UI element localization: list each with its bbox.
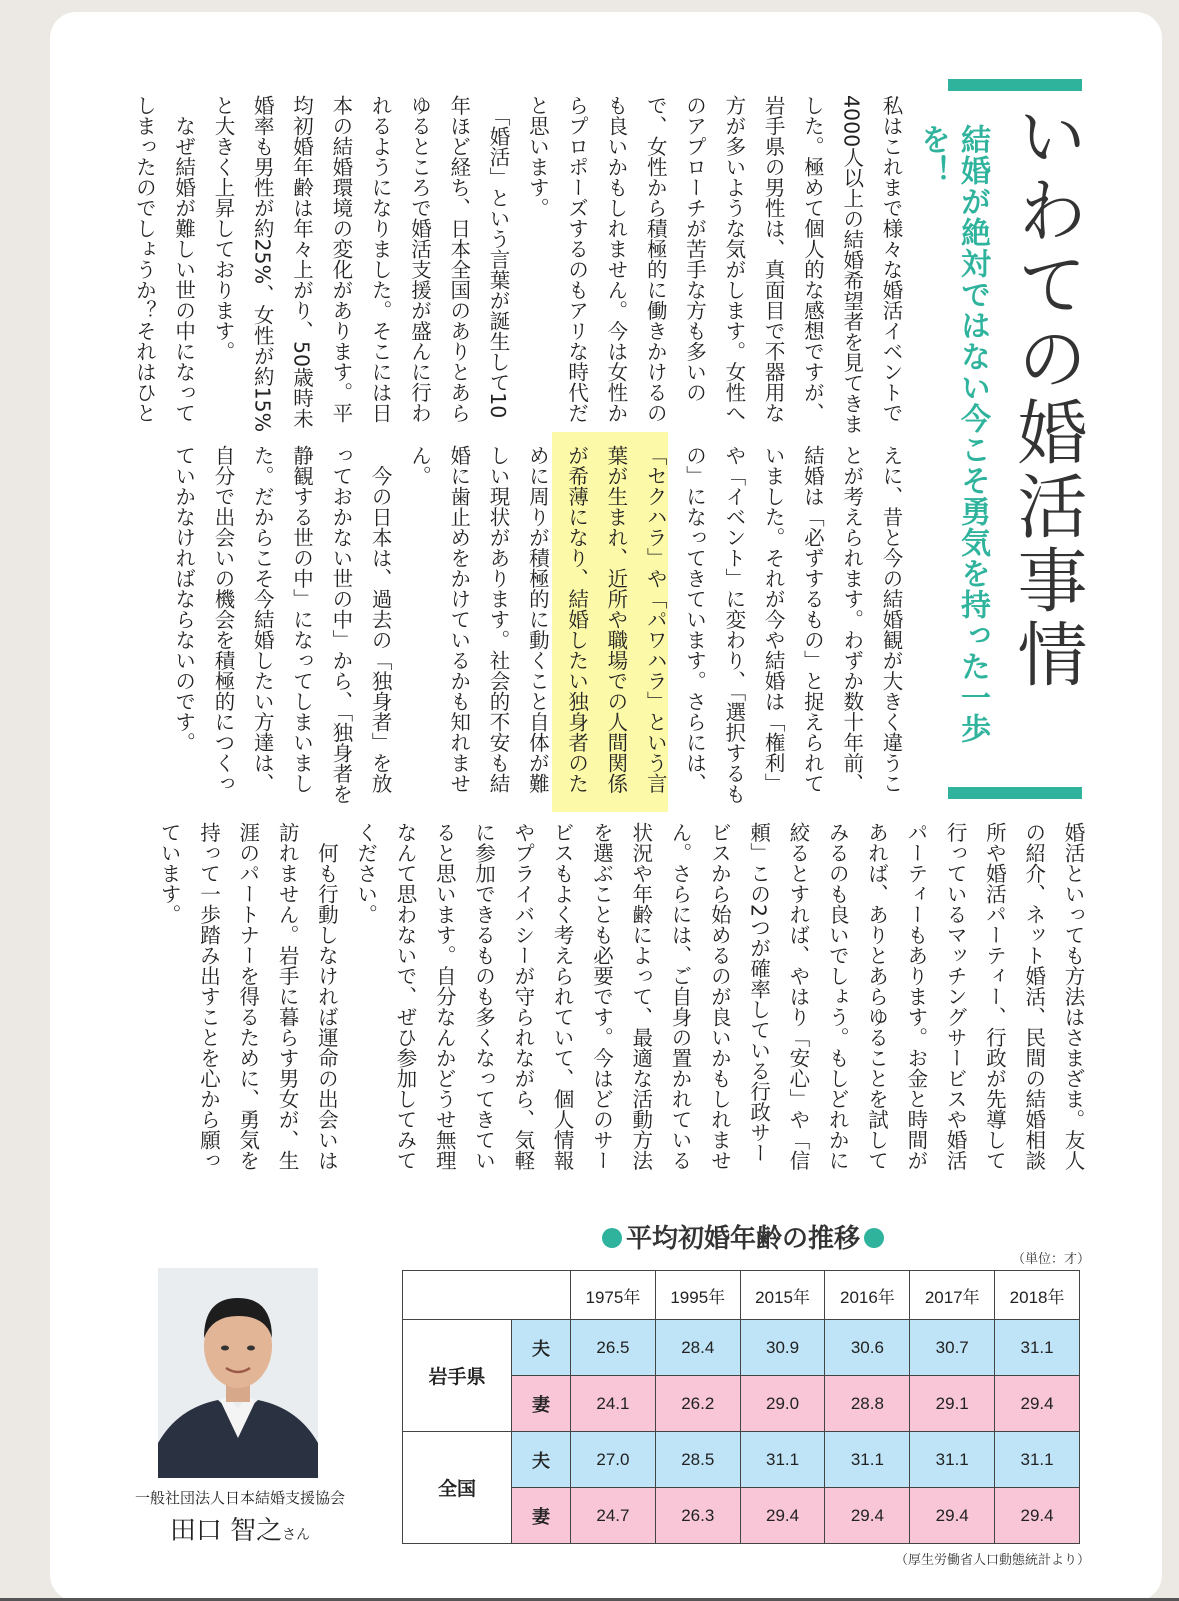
table-cell: 29.4 xyxy=(910,1488,995,1544)
table-unit: （単位：才） xyxy=(1011,1252,1090,1267)
table-header-row xyxy=(403,1271,1080,1320)
table-cell: 31.1 xyxy=(740,1432,825,1488)
column-header: 2018年 xyxy=(995,1271,1080,1320)
table-cell: 27.0 xyxy=(571,1432,656,1488)
paragraph: 「婚活」という言葉が誕生して10年ほど経ち、日本全国のありとあらゆるところで婚活支援が盛んに行われるようになりました。そこには日本の結婚環境の変化があります。平均初婚年齢は年々上がり、50歳時未婚率も男性が約25%、女性が約15%と大きく上昇しております。 xyxy=(210,95,511,433)
column-header: 1975年 xyxy=(571,1271,656,1320)
role-label: 夫 xyxy=(512,1432,571,1488)
article-title: いわての婚活事情 xyxy=(1006,100,1088,692)
person-photo xyxy=(158,1268,318,1478)
paragraph: 今の日本は、過去の「独身者」を放っておかない世の中」から、「独身者を静観する世の中」になってしまいました。だからこそ今結婚したい方達は、自分で出会いの機会を積極的につくっていかなければならないのです。 xyxy=(171,445,393,804)
table-cell: 29.0 xyxy=(740,1376,825,1432)
paragraph: 何も行動しなければ運命の出会いは訪れません。岩手に暮らす男女が、生涯のパートナーを得るために、勇気を持って一歩踏み出すことを心から願っています。 xyxy=(157,822,339,1171)
table-cell: 29.4 xyxy=(995,1376,1080,1432)
title-bottom-bar xyxy=(948,787,1082,799)
table-cell: 30.9 xyxy=(740,1320,825,1376)
table-cell: 31.1 xyxy=(910,1432,995,1488)
column-header: 2017年 xyxy=(910,1271,995,1320)
table-cell: 24.7 xyxy=(571,1488,656,1544)
table-cell: 29.4 xyxy=(825,1488,910,1544)
table-cell: 30.6 xyxy=(825,1320,910,1376)
person-name xyxy=(110,1510,370,1547)
paragraph: えに、昔と今の結婚観が大きく違うことが考えられます。わずか数十年前、結婚は「必ずするもの」と捉えられていました。それが今や結婚は「権利」や「イベント」に変わり、「選択するもの」になってきています。さらには、「セクハラ」や「パワハラ」という言葉が生まれ、近所や職場での人間関係が希薄になり、結婚したい独身者のために周りが積極的に動くこと自体が難しい現状があります。社会的不安も結婚に歯止めをかけているかも知れません。 xyxy=(407,445,903,804)
table-title xyxy=(578,1221,908,1257)
table-cell: 28.4 xyxy=(655,1320,740,1376)
bullet-dot-icon xyxy=(864,1228,884,1248)
body-column-1 xyxy=(120,95,910,435)
table-cell: 28.5 xyxy=(655,1432,740,1488)
column-header: 2015年 xyxy=(740,1271,825,1320)
bullet-dot-icon xyxy=(602,1228,622,1248)
table-cell: 26.2 xyxy=(655,1376,740,1432)
role-label: 夫 xyxy=(512,1320,571,1376)
table-cell: 29.4 xyxy=(740,1488,825,1544)
paragraph: なぜ結婚が難しい世の中になってしまったのでしょうか？それはひと xyxy=(132,95,196,423)
title-top-bar xyxy=(948,79,1082,91)
role-label: 妻 xyxy=(512,1376,571,1432)
table-cell: 29.4 xyxy=(995,1488,1080,1544)
region-label: 全国 xyxy=(403,1432,512,1544)
person-organization: 一般社団法人日本結婚支援協会 xyxy=(134,1489,345,1507)
article-subtitle: 結婚が絶対ではない今こそ勇気を持った一歩を！ xyxy=(915,124,990,744)
column-header: 2016年 xyxy=(825,1271,910,1320)
paragraph: 私はこれまで様々な婚活イベントで4000人以上の結婚希望者を見てきました。極めて個人的な感想ですが、岩手県の男性は、真面目で不器用な方が多いような気がします。女性へのアプローチが苦手な方も多いので、女性から積極的に働きかけるのも良いかもしれません。今は女性からプロポーズするのもアリな時代だと思います。 xyxy=(525,95,903,435)
table-cell: 26.5 xyxy=(571,1320,656,1376)
table-row xyxy=(403,1320,1080,1376)
table-cell: 24.1 xyxy=(571,1376,656,1432)
person-name-text: 田口 智之 xyxy=(169,1516,283,1546)
body-column-2 xyxy=(120,445,910,805)
role-label: 妻 xyxy=(512,1488,571,1544)
table-cell: 31.1 xyxy=(995,1320,1080,1376)
body-column-3 xyxy=(120,822,1092,1182)
table-cell: 30.7 xyxy=(910,1320,995,1376)
column-header: 1995年 xyxy=(655,1271,740,1320)
table-cell: 28.8 xyxy=(825,1376,910,1432)
table-title-text: 平均初婚年齢の推移 xyxy=(625,1224,860,1254)
person-photo-illustration xyxy=(158,1268,318,1478)
table-cell: 31.1 xyxy=(825,1432,910,1488)
marriage-age-table xyxy=(402,1270,1080,1544)
table-row xyxy=(403,1432,1080,1488)
paragraph: 婚活といっても方法はさまざま。友人の紹介、ネット婚活、民間の結婚相談所や婚活パーティー、行政が先導して行っているマッチングサービスや婚活パーティーもあります。お金と時間があれば、ありとあらゆることを試してみるのも良いでしょう。もしどれかに絞るとすれば、やはり「安心」や「信頼」この2つが確率している行政サービスから始めるのが良いかもしれません。さらには、ご自身の置かれている状況や年齢によって、最適な活動方法を選ぶことも必要です。今はどのサービスもよく考えられていて、個人情報やプライバシーが守られながら、気軽に参加できるものも多くなってきていると思います。自分なんかどうせ無理なんて思わないで、ぜひ参加してみてください。 xyxy=(353,822,1085,1171)
table-cell: 31.1 xyxy=(995,1432,1080,1488)
table-source: （厚生労働省人口動態統計より） xyxy=(894,1553,1090,1568)
table-corner xyxy=(403,1271,571,1320)
table-cell: 26.3 xyxy=(655,1488,740,1544)
person-honorific: さん xyxy=(282,1527,311,1543)
table-cell: 29.1 xyxy=(910,1376,995,1432)
region-label: 岩手県 xyxy=(403,1320,512,1432)
